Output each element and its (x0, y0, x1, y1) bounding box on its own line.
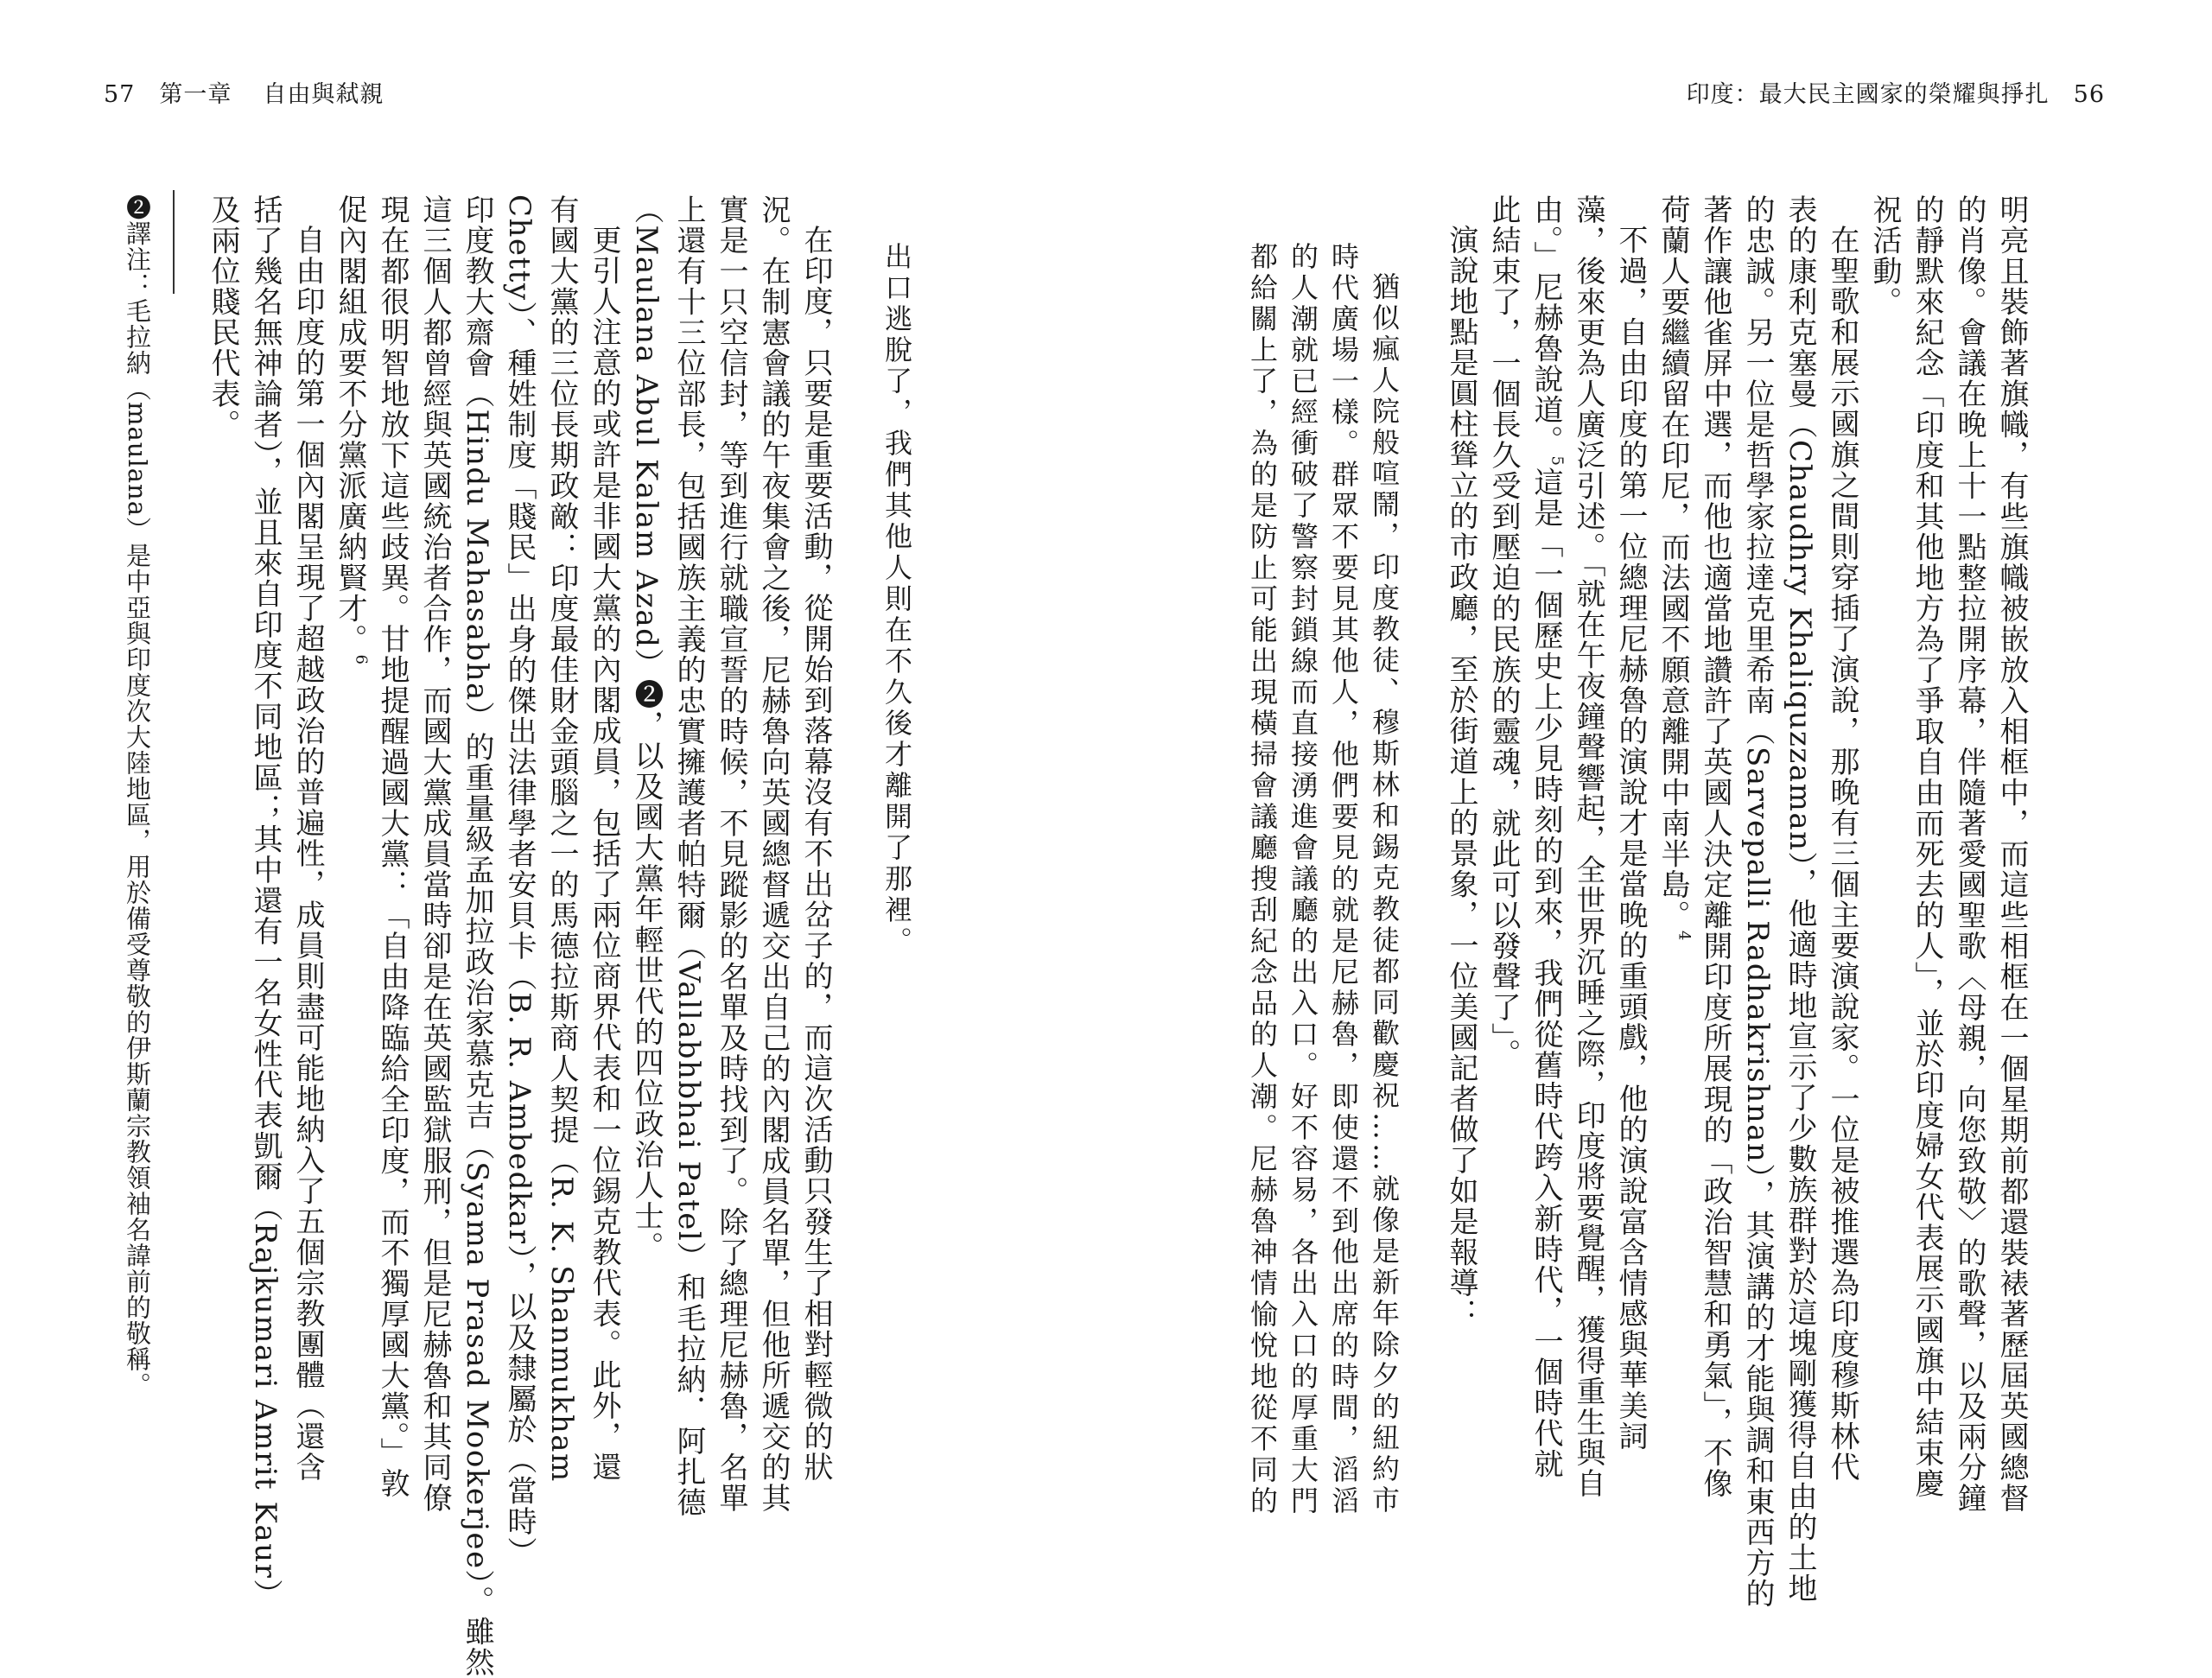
left-column-15: 及兩位賤民代表。 (206, 194, 240, 440)
right-column-10: 不過，自由印度的第一位總理尼赫魯的演說才是當晚的重頭戲，他的演說富含情感與華美詞 (1613, 225, 1648, 1452)
right-column-14: 演說地點是圓柱聳立的市政廳，至於街道上的景象，一位美國記者做了如是報導： (1444, 225, 1478, 1329)
right-column-12 (1529, 194, 1567, 1479)
note-reference-6: 6 (352, 654, 371, 666)
left-column-11: 現在都很明智地放下這些歧異。甘地提醒過國大黨：「自由降臨給全印度，而不獨厚國大黨。」敦 (375, 194, 410, 1499)
right-column-1: 明亮且裝飾著旗幟，有些旗幟被嵌放入相框中，而這些相框在一個星期前都還裝裱著歷屆英國總督 (1994, 194, 2029, 1514)
left-column-3: 實是一只空信封，等到進行就職宣誓的時候，不見蹤影的名單及時找到了。除了總理尼赫魯，名單 (714, 194, 748, 1514)
left-column-14: 括了幾名無神論者），並且來自印度不同地區；其中還有一名女性代表凱爾（Rajkumari Amrit Kaur） (248, 194, 283, 1610)
left-column-2: 況。在制憲會議的午夜集會之後，尼赫魯向英國總督遞交出自己的內閣成員名單，但他所遞交的其 (756, 194, 791, 1514)
left-column-1: 在印度，只要是重要活動，從開始到落幕沒有不出岔子的，而這次活動只發生了相對輕微的狀 (798, 225, 833, 1483)
right-column-12a-text: 由。」尼赫魯說道。 (1529, 194, 1563, 456)
left-column-9: 印度教大齋會（Hindu Mahasabha）的重量級孟加拉政治家慕克吉（Syama Prasad Mookerjee）。雖然 (460, 194, 494, 1678)
right-column-2: 的肖像。會議在晚上十一點整拉開序幕，伴隨著愛國聖歌〈母親，向您致敬〉的歌聲，以及兩分鐘 (1952, 194, 1986, 1514)
left-chapter-label: 第一章 (159, 81, 232, 108)
left-page-number: 57 (104, 81, 136, 108)
right-column-4: 祝活動。 (1867, 194, 1902, 317)
left-column-6: 更引人注意的或許是非國大黨的內閣成員，包括了兩位商界代表和一位錫克教代表。此外，還 (587, 225, 621, 1483)
right-column-3: 的靜默來紀念「印度和其他地方為了爭取自由而死去的人」，並於印度婦女代表展示國旗中結束慶 (1910, 194, 1944, 1499)
quote-column-3: 的人潮就已經衝破了警察封鎖線而直接湧進會議廳的出入口。好不容易，各出入口的厚重大門 (1287, 242, 1319, 1517)
left-column-7: 有國大黨的三位長期政敵：印度最佳財金頭腦之一的馬德拉斯商人契提（R. K. Shanmukham (544, 194, 579, 1483)
note-reference-4: 4 (1675, 931, 1694, 942)
right-column-13: 此結束了，一個長久受到壓迫的民族的靈魂，就此可以發聲了」。 (1486, 194, 1521, 1070)
right-column-12b-text: 這是「一個歷史上少見時刻的到來，我們從舊時代跨入新時代，一個時代就 (1529, 467, 1563, 1479)
right-column-7: 的忠誠。另一位是哲學家拉達克里希南（Sarvepalli Radhakrishnan），其演講的才能與調和東西方的 (1740, 194, 1775, 1609)
left-column-4: 上還有十三位部長，包括國族主義的忠實擁護者帕特爾（Vallabhbhai Patel）和毛拉納．阿扎德 (671, 194, 706, 1518)
right-column-6: 表的康利克塞曼（Chaudhry Khaliquzzaman），他適時地宣示了少數族群對於這塊剛獲得自由的土地 (1783, 194, 1817, 1604)
left-column-12 (333, 194, 371, 1430)
quote-column-4: 都給關上了，為的是防止可能出現橫掃會議廳搜刮紀念品的人潮。尼赫魯神情愉悅地從不同的 (1246, 242, 1279, 1517)
quote-column-5: 出口逃脫了，我們其他人則在不久後才離開了那裡。 (880, 242, 913, 957)
note-reference-5: 5 (1548, 455, 1567, 467)
quote-column-1: 猶似瘋人院般喧鬧，印度教徒、穆斯林和錫克教徒都同歡慶祝……就像是新年除夕的紐約市 (1368, 272, 1401, 1516)
left-chapter-title: 自由與弒親 (263, 81, 385, 108)
right-page-number: 56 (2073, 81, 2105, 108)
right-page-header (1687, 79, 2105, 111)
left-column-5: （Maulana Abul Kalam Azad）❷，以及國大黨年輕世代的四位政治人士。 (629, 194, 664, 1262)
right-book-title: 印度：最大民主國家的榮耀與掙扎 (1686, 81, 2050, 108)
right-column-5: 在聖歌和展示國旗之間則穿插了演說，那晚有三個主要演說家。一位是被推選為印度穆斯林代 (1825, 225, 1859, 1483)
footnote-divider (173, 190, 175, 294)
right-column-11: 藻，後來更為人廣泛引述。「就在午夜鐘聲響起，全世界沉睡之際，印度將要覺醒，獲得重生與自 (1571, 194, 1605, 1499)
right-column-9-text: 荷蘭人要繼續留在印尼，而法國不願意離開中南半島。 (1656, 194, 1690, 931)
right-column-9 (1656, 194, 1694, 1430)
left-column-10: 這三個人都曾經與英國統治者合作，而國大黨成員當時卻是在英國監獄服刑，但是尼赫魯和其同僚 (417, 194, 452, 1514)
left-column-13: 自由印度的第一個內閣呈現了超越政治的普遍性，成員則盡可能地納入了五個宗教團體（還含 (290, 225, 325, 1483)
right-column-8: 著作讓他雀屏中選，而他也適當地讚許了英國人決定離開印度所展現的「政治智慧和勇氣」，不像 (1698, 194, 1732, 1499)
left-column-8: Chetty）、種姓制度「賤民」出身的傑出法律學者安貝卡（B. R. Ambedkar），以及隸屬於（當時） (502, 194, 537, 1567)
left-page-header (104, 79, 384, 111)
translator-footnote: ❷譯注：毛拉納（maulana）是中亞與印度次大陸地區，用於備受尊敬的伊斯蘭宗教領袖名諱前的敬稱。 (123, 194, 152, 1398)
left-column-12-text: 促內閣組成要不分黨派廣納賢才。 (333, 194, 367, 655)
quote-column-2: 時代廣場一樣。群眾不要見其他人，他們要見的就是尼赫魯，即使還不到他出席的時間，滔滔 (1327, 242, 1360, 1517)
